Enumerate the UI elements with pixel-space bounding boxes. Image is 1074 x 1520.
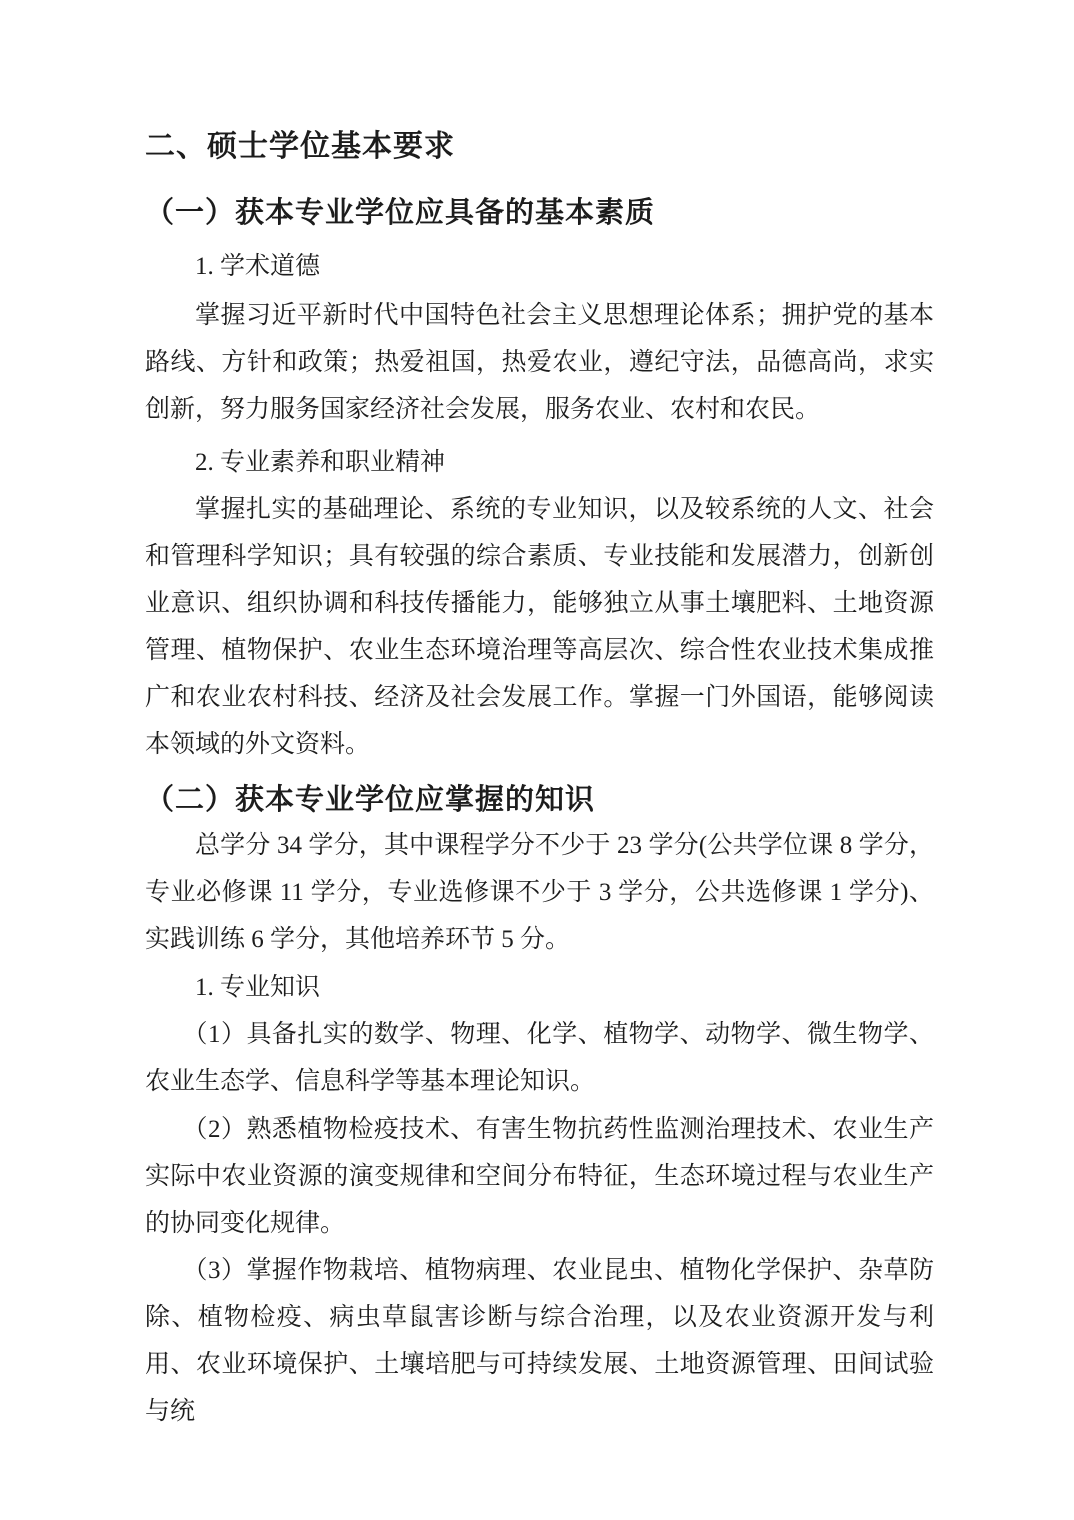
section-2-paragraph-1: 总学分 34 学分，其中课程学分不少于 23 学分(公共学位课 8 学分，专业必修课 11 学分，专业选修课不少于 3 学分，公共选修课 1 学分)、实践训练 6 学分，其他培养环节 5 分。 [145,832,934,953]
section-1-item-1: 1. 学术道德 [195,253,321,280]
section-2-heading: （二）获本专业学位应掌握的知识 [145,784,596,816]
section-1-paragraph-1: 掌握习近平新时代中国特色社会主义思想理论体系；拥护党的基本路线、方针和政策；热爱祖国，热爱农业，遵纪守法，品德高尚，求实创新，努力服务国家经济社会发展，服务农业、农村和农民。 [145,302,934,423]
section-2-paragraph-3: （2）熟悉植物检疫技术、有害生物抗药性监测治理技术、农业生产实际中农业资源的演变规律和空间分布特征，生态环境过程与农业生产的协同变化规律。 [145,1116,934,1237]
section-2-item-1: 1. 专业知识 [195,974,321,1001]
section-1-heading: （一）获本专业学位应具备的基本素质 [145,197,656,229]
section-2-paragraph-2: （1）具备扎实的数学、物理、化学、植物学、动物学、微生物学、农业生态学、信息科学等基本理论知识。 [145,1021,934,1095]
section-2-paragraph-4: （3）掌握作物栽培、植物病理、农业昆虫、植物化学保护、杂草防除、植物检疫、病虫草鼠害诊断与综合治理，以及农业资源开发与利用、农业环境保护、土壤培肥与可持续发展、土地资源管理、田间试验与统 [145,1257,934,1425]
section-1-item-2: 2. 专业素养和职业精神 [195,449,446,476]
section-1-paragraph-2: 掌握扎实的基础理论、系统的专业知识，以及较系统的人文、社会和管理科学知识；具有较强的综合素质、专业技能和发展潜力，创新创业意识、组织协调和科技传播能力，能够独立从事土壤肥料、土地资源管理、植物保护、农业生态环境治理等高层次、综合性农业技术集成推广和农业农村科技、经济及社会发展工作。掌握一门外国语，能够阅读本领域的外文资料。 [145,496,934,758]
document-title: 二、硕士学位基本要求 [145,130,455,163]
